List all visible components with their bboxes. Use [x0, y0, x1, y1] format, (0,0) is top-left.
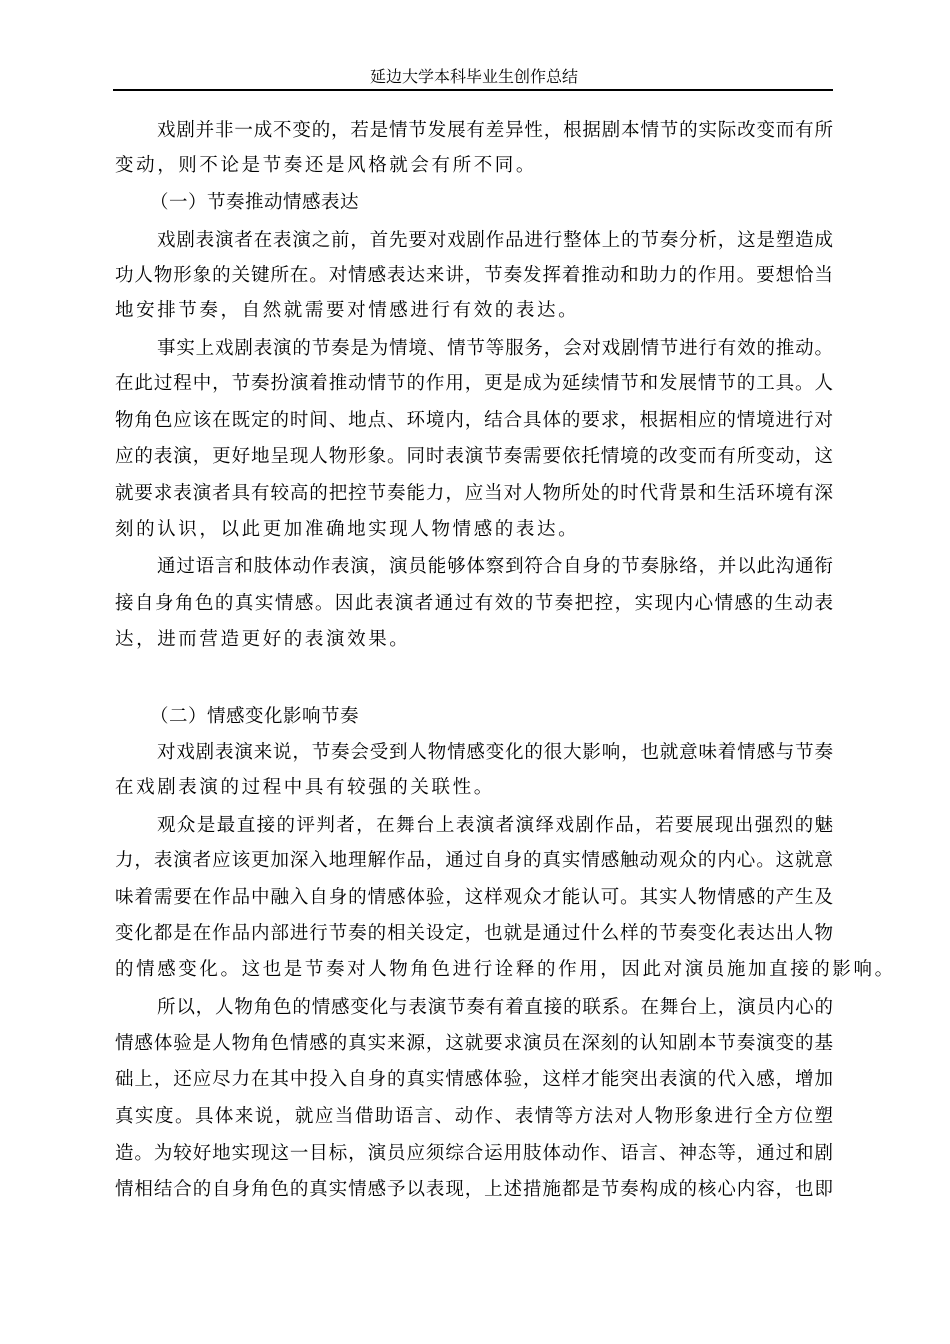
- paragraph-line: 的情感变化。这也是节奏对人物角色进行诠释的作用，因此对演员施加直接的影响。: [115, 959, 896, 980]
- page-header-title: 延边大学本科毕业生创作总结: [369, 67, 578, 86]
- paragraph-line: 戏剧表演者在表演之前，首先要对戏剧作品进行整体上的节奏分析，这是塑造成: [157, 230, 833, 251]
- paragraph-line: 造。为较好地实现这一目标，演员应须综合运用肢体动作、语言、神态等，通过和剧: [115, 1143, 833, 1164]
- paragraph-line: 真实度。具体来说，就应当借助语言、动作、表情等方法对人物形象进行全方位塑: [115, 1106, 833, 1127]
- paragraph-line: 达，进而营造更好的表演效果。: [115, 629, 411, 650]
- section-heading: （一）节奏推动情感表达: [150, 192, 360, 213]
- paragraph-line: 就要求表演者具有较高的把控节奏能力，应当对人物所处的时代背景和生活环境有深: [115, 483, 833, 504]
- paragraph-line: 在此过程中，节奏扮演着推动情节的作用，更是成为延续情节和发展情节的工具。人: [115, 373, 833, 394]
- paragraph-line: 接自身角色的真实情感。因此表演者通过有效的节奏把控，实现内心情感的生动表: [115, 593, 833, 614]
- paragraph-line: 戏剧并非一成不变的，若是情节发展有差异性，根据剧本情节的实际改变而有所: [157, 120, 833, 141]
- paragraph-line: 事实上戏剧表演的节奏是为情境、情节等服务，会对戏剧情节进行有效的推动。: [157, 338, 833, 359]
- paragraph-line: 变动，则不论是节奏还是风格就会有所不同。: [115, 155, 538, 176]
- section-heading: （二）情感变化影响节奏: [150, 706, 360, 727]
- paragraph-line: 刻的认识，以此更加准确地实现人物情感的表达。: [115, 519, 580, 540]
- paragraph-line: 在戏剧表演的过程中具有较强的关联性。: [115, 777, 495, 798]
- paragraph-line: 通过语言和肢体动作表演，演员能够体察到符合自身的节奏脉络，并以此沟通衔: [157, 556, 833, 577]
- paragraph-line: 力，表演者应该更加深入地理解作品，通过自身的真实情感触动观众的内心。这就意: [115, 850, 833, 871]
- paragraph-line: 变化都是在作品内部进行节奏的相关设定，也就是通过什么样的节奏变化表达出人物: [115, 923, 833, 944]
- paragraph-line: 础上，还应尽力在其中投入自身的真实情感体验，这样才能突出表演的代入感，增加: [115, 1069, 833, 1090]
- paragraph-line: 应的表演，更好地呈现人物形象。同时表演节奏需要依托情境的改变而有所变动，这: [115, 446, 833, 467]
- paragraph-line: 情相结合的自身角色的真实情感予以表现，上述措施都是节奏构成的核心内容，也即: [115, 1179, 833, 1200]
- header-rule: [113, 89, 833, 91]
- paragraph-line: 物角色应该在既定的时间、地点、环境内，结合具体的要求，根据相应的情境进行对: [115, 410, 833, 431]
- paragraph-line: 情感体验是人物角色情感的真实来源，这就要求演员在深刻的认知剧本节奏演变的基: [115, 1033, 833, 1054]
- paragraph-line: 功人物形象的关键所在。对情感表达来讲，节奏发挥着推动和助力的作用。要想恰当: [115, 265, 833, 286]
- paragraph-line: 对戏剧表演来说，节奏会受到人物情感变化的很大影响，也就意味着情感与节奏: [157, 742, 833, 763]
- paragraph-line: 观众是最直接的评判者，在舞台上表演者演绎戏剧作品，若要展现出强烈的魅: [157, 815, 833, 836]
- paragraph-line: 所以，人物角色的情感变化与表演节奏有着直接的联系。在舞台上，演员内心的: [157, 997, 833, 1018]
- paragraph-line: 味着需要在作品中融入自身的情感体验，这样观众才能认可。其实人物情感的产生及: [115, 887, 833, 908]
- paragraph-line: 地安排节奏，自然就需要对情感进行有效的表达。: [115, 300, 580, 321]
